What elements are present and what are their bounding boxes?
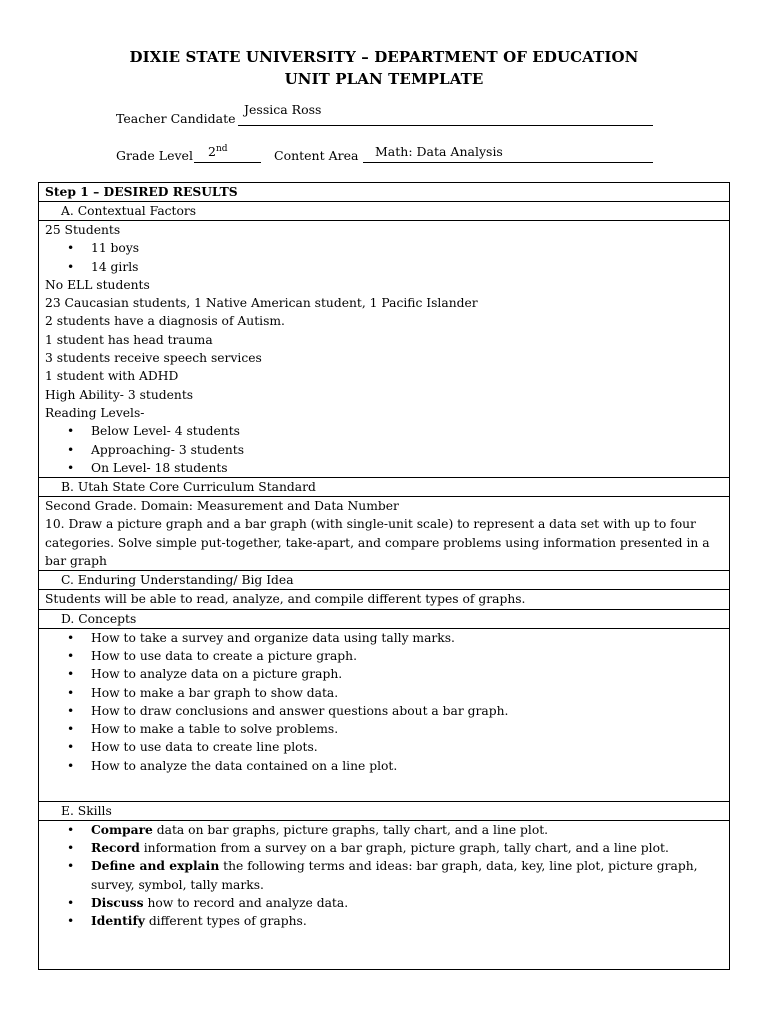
unit-plan-form (38, 182, 730, 970)
content-area-label: Content Area (274, 148, 359, 163)
skills-list (45, 821, 723, 931)
skills-body[interactable] (39, 821, 729, 931)
context-line: Reading Levels- (45, 405, 145, 420)
grade-level-value: 2nd (208, 144, 228, 160)
list-item: • How to analyze data on a picture graph. (45, 665, 723, 683)
list-item: • Approaching- 3 students (45, 441, 723, 459)
enduring-understanding-heading: C. Enduring Understanding/ Big Idea (39, 571, 729, 590)
context-line: 1 student has head trauma (45, 332, 213, 347)
list-item: • Discuss how to record and analyze data. (45, 894, 723, 912)
list-item: • How to use data to create line plots. (45, 738, 723, 756)
document-title: DIXIE STATE UNIVERSITY – DEPARTMENT OF EDUCATION (129, 48, 639, 66)
contextual-factors-heading: A. Contextual Factors (39, 202, 729, 221)
core-standard-body[interactable] (39, 497, 729, 571)
teacher-candidate-label: Teacher Candidate (116, 111, 236, 126)
concepts-heading: D. Concepts (39, 610, 729, 629)
list-item: • How to draw conclusions and answer questions about a bar graph. (45, 702, 723, 720)
context-line: No ELL students (45, 277, 150, 292)
list-item: • Define and explain the following terms and ideas: bar graph, data, key, line plot, picture graph, survey, symbol, tally marks. (45, 857, 723, 894)
reading-levels-list (45, 422, 723, 477)
list-item: • 14 girls (45, 258, 723, 276)
context-line: 1 student with ADHD (45, 369, 179, 384)
list-item: • Identify different types of graphs. (45, 912, 723, 930)
list-item: • Below Level- 4 students (45, 422, 723, 440)
context-line: 2 students have a diagnosis of Autism. (45, 314, 285, 329)
enduring-understanding-text: Students will be able to read, analyze, and compile different types of graphs. (45, 592, 526, 607)
concepts-body[interactable] (39, 629, 729, 802)
list-item: • How to make a bar graph to show data. (45, 684, 723, 702)
standard-description: 10. Draw a picture graph and a bar graph (with single-unit scale) to represent a data set with up to four categories. Solve simple put-together, take-apart, and compare problems using information presented in a bar graph (45, 517, 710, 569)
content-area-value: Math: Data Analysis (375, 144, 503, 159)
list-item: • 11 boys (45, 239, 723, 257)
context-line: 23 Caucasian students, 1 Native American student, 1 Pacific Islander (45, 296, 478, 311)
list-item: • How to take a survey and organize data using tally marks. (45, 629, 723, 647)
list-item: • On Level- 18 students (45, 459, 723, 477)
document-subtitle: UNIT PLAN TEMPLATE (284, 70, 484, 88)
list-item: • Compare data on bar graphs, picture graphs, tally chart, and a line plot. (45, 821, 723, 839)
step1-heading: Step 1 – DESIRED RESULTS (39, 183, 729, 202)
teacher-candidate-line[interactable] (238, 125, 653, 126)
skills-heading: E. Skills (39, 802, 729, 821)
grade-level-line[interactable] (194, 162, 261, 163)
core-standard-heading: B. Utah State Core Curriculum Standard (39, 478, 729, 497)
list-item: • How to make a table to solve problems. (45, 720, 723, 738)
list-item: • Record information from a survey on a bar graph, picture graph, tally chart, and a line plot. (45, 839, 723, 857)
enduring-understanding-body[interactable] (39, 590, 729, 609)
gender-list (45, 239, 723, 276)
content-area-line[interactable] (363, 162, 653, 163)
contextual-factors-body[interactable] (39, 221, 729, 478)
context-line: 3 students receive speech services (45, 351, 262, 366)
concepts-list (45, 629, 723, 775)
context-line: High Ability- 3 students (45, 387, 194, 402)
students-count: 25 Students (45, 223, 121, 237)
grade-level-label: Grade Level (116, 148, 193, 163)
list-item: • How to analyze the data contained on a line plot. (45, 757, 723, 775)
teacher-candidate-value: Jessica Ross (244, 102, 322, 117)
standard-line: Second Grade. Domain: Measurement and Data Number (45, 499, 399, 514)
list-item: • How to use data to create a picture graph. (45, 647, 723, 665)
